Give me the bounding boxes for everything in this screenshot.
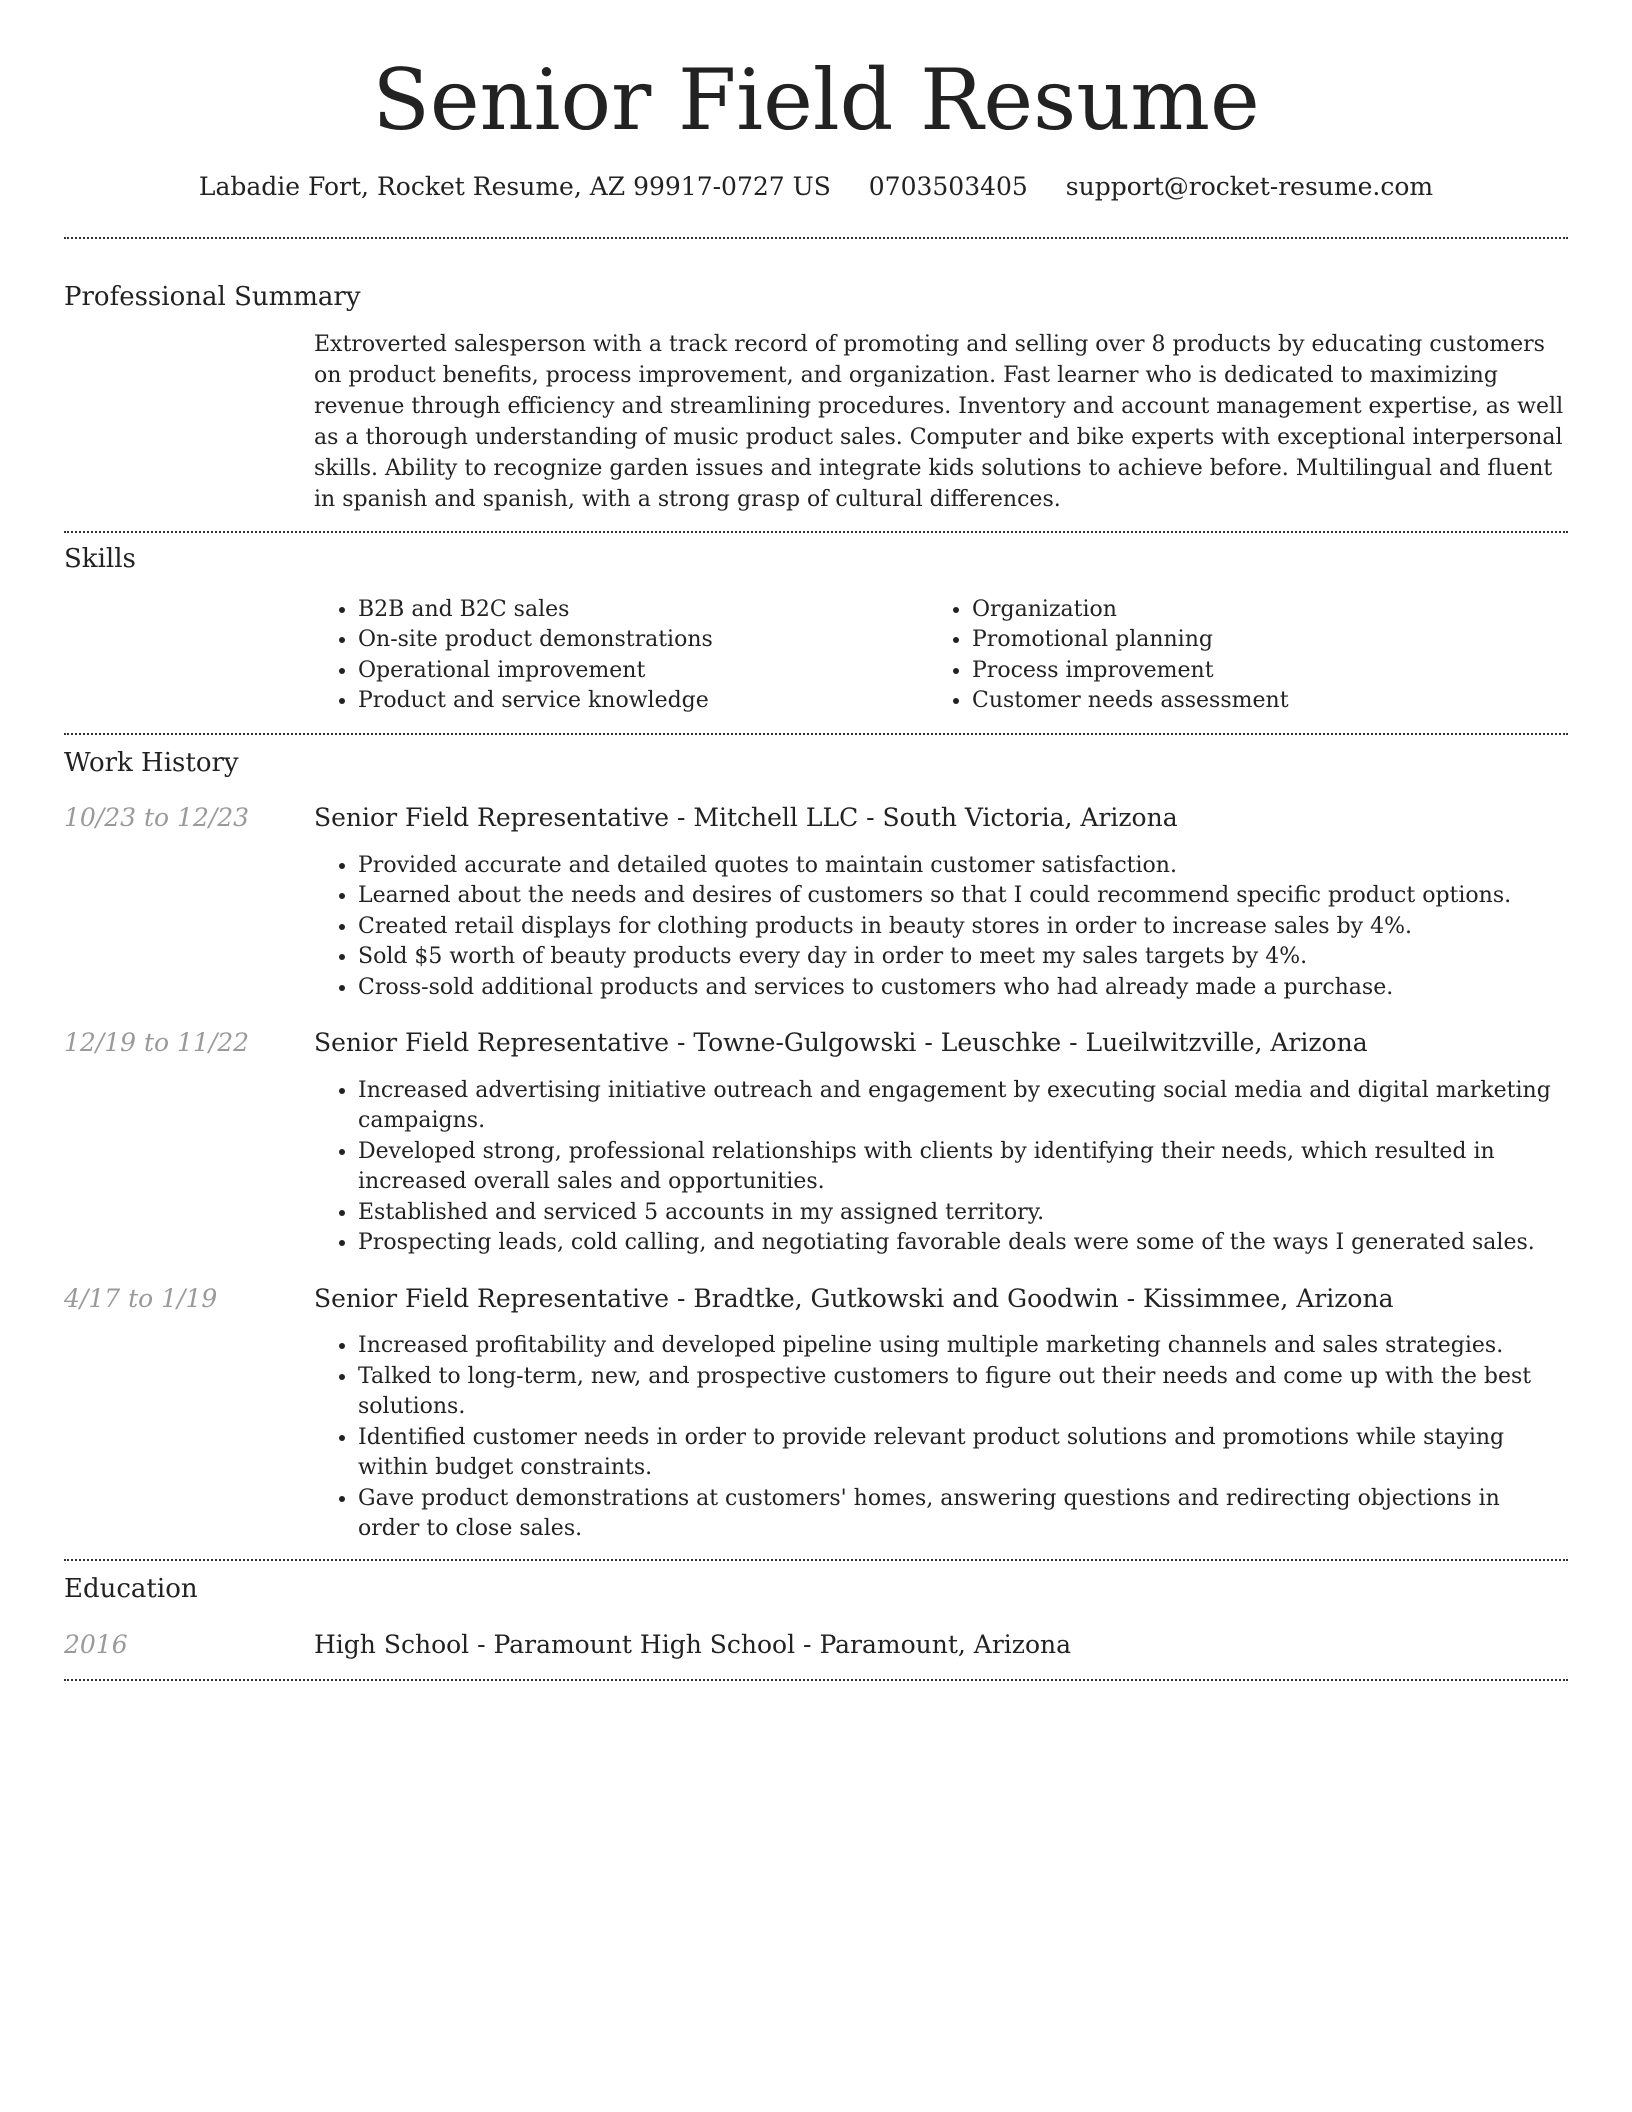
contact-phone: 0703503405 <box>868 171 1028 201</box>
job-bullet: • Provided accurate and detailed quotes to maintain customer satisfaction. <box>358 851 1568 882</box>
job-bullets <box>314 1076 1568 1259</box>
job-title: Senior Field Representative - Bradtke, Gutkowski and Goodwin - Kissimmee, Arizona <box>314 1283 1394 1313</box>
skills-list-right <box>928 595 1542 717</box>
job-bullet: • Developed strong, professional relationships with clients by identifying their needs, which resulted in increased overall sales and opportunities. <box>358 1137 1568 1198</box>
contact-email: support@rocket-resume.com <box>1065 171 1434 201</box>
job-bullet: • Sold $5 worth of beauty products every day in order to meet my sales targets by 4%. <box>358 942 1568 973</box>
skill-item: • Process improvement <box>972 656 1542 687</box>
job-bullet: • Prospecting leads, cold calling, and negotiating favorable deals were some of the ways I generated sales. <box>358 1228 1568 1259</box>
job-bullets <box>314 1331 1568 1545</box>
skills-grid <box>314 595 1568 717</box>
section-divider <box>64 1679 1568 1681</box>
skills-list-left <box>314 595 928 717</box>
work-history-section <box>64 735 1568 1545</box>
summary-title: Professional Summary <box>64 282 361 313</box>
education-year: 2016 <box>64 1629 128 1659</box>
skills-section <box>64 533 1568 733</box>
summary-row <box>64 315 1568 531</box>
job-bullets <box>314 851 1568 1004</box>
skill-item: • Promotional planning <box>972 625 1542 656</box>
skill-item: • Operational improvement <box>358 656 928 687</box>
job-entry <box>64 1283 1568 1545</box>
contact-line <box>64 171 1568 204</box>
job-title: Senior Field Representative - Towne-Gulgowski - Leuschke - Lueilwitzville, Arizona <box>314 1028 1368 1058</box>
job-entry <box>64 802 1568 1003</box>
education-title-line: High School - Paramount High School - Paramount, Arizona <box>314 1629 1072 1659</box>
summary-text: Extroverted salesperson with a track record of promoting and selling over 8 products by educating customers on product benefits, process improvement, and organization. Fast learner who is dedicated to maximizing revenue through efficiency and streamlining procedures. Inventory and account management expertise, as well as a thorough understanding of music product sales. Computer and bike experts with exceptional interpersonal skills. Ability to recognize garden issues and integrate kids solutions to achieve before. Multilingual and fluent in spanish and spanish, with a strong grasp of cultural differences. <box>314 331 1564 512</box>
skill-item: • Product and service knowledge <box>358 686 928 717</box>
skills-title: Skills <box>64 543 136 574</box>
job-entry <box>64 1027 1568 1259</box>
work-history-title: Work History <box>64 747 239 778</box>
job-dates: 10/23 to 12/23 <box>64 803 250 833</box>
education-entry <box>64 1629 1568 1662</box>
job-bullet: • Talked to long-term, new, and prospective customers to figure out their needs and come up with the best solutions. <box>358 1362 1568 1423</box>
summary-section <box>64 239 1568 531</box>
resume-name: Senior Field Resume <box>372 51 1260 149</box>
job-title: Senior Field Representative - Mitchell LLC - South Victoria, Arizona <box>314 803 1178 833</box>
job-dates: 12/19 to 11/22 <box>64 1028 250 1058</box>
education-section <box>64 1561 1568 1661</box>
skill-item: • Organization <box>972 595 1542 626</box>
job-bullet: • Cross-sold additional products and services to customers who had already made a purchase. <box>358 973 1568 1004</box>
job-dates: 4/17 to 1/19 <box>64 1283 218 1313</box>
job-bullet: • Learned about the needs and desires of customers so that I could recommend specific product options. <box>358 881 1568 912</box>
job-bullet: • Established and serviced 5 accounts in my assigned territory. <box>358 1198 1568 1229</box>
skill-item: • Customer needs assessment <box>972 686 1542 717</box>
job-bullet: • Gave product demonstrations at customers' homes, answering questions and redirecting objections in order to close sales. <box>358 1484 1568 1545</box>
contact-address: Labadie Fort, Rocket Resume, AZ 99917-0727 US <box>198 171 831 201</box>
skill-item: • B2B and B2C sales <box>358 595 928 626</box>
job-bullet: • Created retail displays for clothing products in beauty stores in order to increase sales by 4%. <box>358 912 1568 943</box>
job-bullet: • Increased advertising initiative outreach and engagement by executing social media and digital marketing campaigns. <box>358 1076 1568 1137</box>
job-bullet: • Increased profitability and developed pipeline using multiple marketing channels and sales strategies. <box>358 1331 1568 1362</box>
job-bullet: • Identified customer needs in order to provide relevant product solutions and promotions while staying within budget constraints. <box>358 1423 1568 1484</box>
education-title: Education <box>64 1573 198 1604</box>
skill-item: • On-site product demonstrations <box>358 625 928 656</box>
